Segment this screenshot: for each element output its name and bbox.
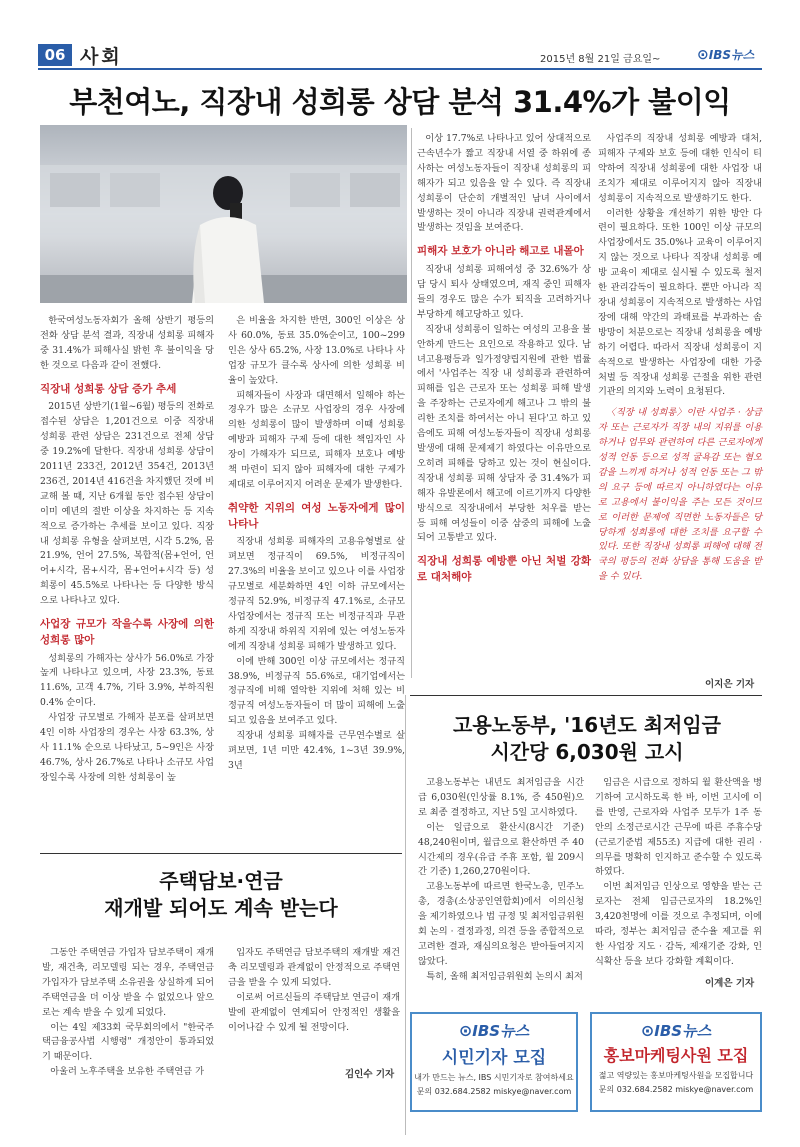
article1-paragraph: 직장내 성희롱이 일하는 여성의 고용을 불안하게 만드는 요인으로 작용하고 있다. 남녀고용평등과 일가정양립지원에 관한 법률에서 '사업주는 직장 내 성희롱과 관련하여 피해를 입은 근로자 또는 성희롱 피해 발생을 주장하는 근로자에게 해고나 그 밖의 불리한 조치를 하여서는 아니 된다'고 하고 있음에도 피해 여성노동자들이 직장내 성희롱 발생에 대해 문제제기 하였다는 이유만으로 오히려 피해를 당하고 있는 것이 현실이다. 직장내 성희롱 피해 상담자 중 31.4%가 피해자 유발론에서 해고에 이르기까지 다양한 방식으로 직장내에서 부당한 처우를 받는 등 피해 여성들이 이중 삼중의 피해에 노출되어 고통받고 있다.: [417, 323, 591, 544]
ad-logo: ⊙IBS뉴스: [640, 1021, 712, 1040]
header-rule: [38, 68, 762, 70]
article1-column-2: [228, 314, 405, 774]
ad-title: 시민기자 모집: [441, 1048, 547, 1068]
article1-paragraph: 피해자들이 사장과 대면해서 일해야 하는 경우가 많은 소규모 사업장의 경우 사장에 의한 성희롱이 많이 발생하며 이때 성희롱 예방과 피해자 구제 등에 대한 책임자인 사장이 가해자가 되므로, 피해자 보호나 예방책 마련이 되지 않아 피해자에 대한 구제가 제대로 이루어지지 어려운 문제가 발생한다.: [228, 389, 405, 490]
article2-paragraph: 이번 최저임금 인상으로 영향을 받는 근로자는 전체 임금근로자의 18.2%인 3,420천명에 이를 것으로 추정되며, 이에 따라, 정부는 최저임금 준수율 제고를 위한 사업장 지도 · 감독, 제재기준 강화, 인식확산 등을 보다 강화할 계획이다.: [595, 881, 762, 967]
citizen-reporter-ad[interactable]: [410, 1012, 578, 1112]
article1-subheading: 취약한 지위의 여성 노동자에게 많이 나타나: [228, 501, 405, 530]
article1-paragraph: 한국여성노동자회가 올해 상반기 평등의 전화 상담 분석 결과, 직장내 성희롱 피해자 중 31.4%가 피해사실 밝힌 후 불이익을 당한 것으로 다음과 같이 전했다.: [40, 315, 214, 371]
ad-logo-text: IBS뉴스: [654, 1022, 712, 1040]
article1-headline: 부천여노, 직장내 성희롱 상담 분석 31.4%가 불이익: [69, 85, 731, 119]
ad-logo-text: IBS뉴스: [472, 1022, 530, 1040]
article1-subheading: 피해자 보호가 아니라 해고로 내몰아: [417, 245, 584, 258]
article1-column-1: [40, 314, 214, 786]
article1-subheading: 직장내 성희롱 상담 증가 추세: [40, 382, 177, 395]
ad-contact: 문의 032.684.2582 miskye@naver.com: [416, 1087, 572, 1096]
article1-paragraph: 이에 반해 300인 이상 규모에서는 정규직 38.9%, 비정규직 55.6%로, 대기업에서는 정규직에 비해 열악한 지위에 처해 있는 비정규직 여성노동자들이 더 많이 피해에 노출되고 있음을 보여주고 있다.: [228, 655, 405, 727]
article1-paragraph: 이상 17.7%로 나타나고 있어 상대적으로 근속년수가 짧고 직장내 서열 중 하위에 종사하는 여성노동자들이 직장내 성희롱의 피해자가 되고 있음을 알 수 있다. 즉 직장내 성희롱이 단순히 개별적인 남녀 사이에서 발생하는 것이 아니라 직장내 권력관계에서 발생하는 것임을 보여준다.: [417, 133, 591, 234]
article1-column-4: [598, 132, 762, 585]
article2-paragraph: 고용노동부에 따르면 한국노총, 민주노총, 경총(소상공인연합회)에서 이의신청을 제기하였으나 법 규정 및 최저임금위원회 논의 · 결정과정, 의견 등을 종합적으로 고려한 결과, 재심의요청은 받아들여지지 않았다.: [418, 881, 584, 967]
article3-headline: [40, 868, 402, 922]
article3-paragraph: 그동안 주택연금 가입자 담보주택이 재개발, 재건축, 리모델링 되는 경우, 주택연금 가입자가 담보주택 소유권을 상실하게 되어 주택연금을 더 이상 받을 수 없었으나 앞으로는 계속 받을 수 있게 되었다.: [42, 947, 214, 1018]
column-divider: [405, 695, 406, 1135]
article1-paragraph: 직장내 성희롱 피해자의 고용유형별로 살펴보면 정규직이 69.5%, 비정규직이 27.3%의 비율을 보이고 있으나 이를 사업장 규모별로 세분화하면 4인 이하 규모에서는 정규직 52.9%, 비정규직 47.1%로, 소규모 사업장에서는 정규직 또는 비정규직과 무관하게 직장내 하위직 지위에 있는 여성노동자에게 직장내 성희롱 피해가 발생하고 있다.: [228, 536, 405, 652]
article1-paragraph: 사업장 규모별로 가해자 분포를 살펴보면 4인 이하 사업장의 경우는 사장 63.3%, 상사 11.1% 순으로 나타났고, 5~9인은 사장 46.7%, 상사 26.7%로 나타나 소규모 사업장일수록 사장에 의한 성희롱이 높: [40, 712, 214, 783]
article2-paragraph: 특히, 올해 최저임금위원회 논의시 최저: [426, 970, 583, 982]
marketing-staff-ad[interactable]: [590, 1012, 762, 1112]
article3-paragraph: 이로써 어르신들의 주택담보 연금이 재개발에 관계없이 연계되어 안정적인 생활을 이어나갈 수 있게 될 전망이다.: [228, 991, 400, 1033]
article3-paragraph: 이는 4일 제33회 국무회의에서 "한국주택금융공사법 시행령" 개정안이 통과되었기 때문이다.: [42, 1021, 214, 1063]
article2-headline: [412, 712, 762, 766]
article1-paragraph: 은 비율을 차지한 반면, 300인 이상은 상사 60.0%, 동료 35.0%순이고, 100~299인은 상사 65.2%, 사장 13.0%로 나타나 사업장 규모가 클수록 상사에 의한 성희롱 비율이 높았다.: [228, 315, 405, 386]
article1-paragraph: 이러한 상황을 개선하기 위한 방안 다련이 필요하다. 또한 100인 이상 규모의 사업장에서도 35.0%나 교육이 이루어지지 않는 것으로 나타나 직장내 성희롱 예방 교육이 제대로 실시될 수 있도록 철저한 관리감독이 필요하다. 뿐만 아니라 직장내 성희롱이 지속적으로 발생하는 사업장에 대해 약간의 과태료를 부과하는 솜방망이 처분으로는 직장내 성희롱을 예방하기 어렵다. 따라서 직장내 성희롱이 지속적으로 발생하는 사업장에 대한 가중 처벌 등 직장내 성희롱 근절을 위한 관련 기관의 의지와 노력이 요청된다.: [598, 207, 762, 398]
article2-paragraph: 이는 일급으로 환산시(8시간 기준) 48,240원이며, 월급으로 환산하면 주 40시간제의 경우(유급 주휴 포함, 월 209시간 기준) 1,260,270원이다.: [418, 821, 584, 878]
article3-byline: 김인수 기자: [345, 1069, 395, 1080]
article2-paragraph: 고용노동부는 내년도 최저임금을 시간급 6,030원(인상률 8.1%, 증 450원)으로 최종 결정하고, 지난 5일 고시하였다.: [418, 777, 584, 818]
article1-subheading: 사업장 규모가 작을수록 사장에 의한 성희롱 많아: [40, 618, 214, 646]
article1-subheading: 직장내 성희롱 예방뿐 아닌 처벌 강화로 대처해야: [417, 555, 591, 584]
article2-paragraph: 임금은 시급으로 정하되 월 환산액을 병기하여 고시하도록 한 바, 이번 고시에 이를 반영, 근로자와 사업주 모두가 1주 동안의 소정근로시간 근무에 따른 주휴수당(근로기준법 제55조) 지급에 대한 권리 · 의무를 명확히 인지하고 준수할 수 있도록 하였다.: [595, 777, 762, 878]
issue-date: 2015년 8월 21일 금요일~: [540, 54, 661, 65]
section-divider: [410, 695, 762, 696]
ad-description: 젊고 역량있는 홍보마케팅사원을 모집합니다: [598, 1071, 754, 1080]
article1-paragraph: 사업주의 직장내 성희롱 예방과 대처, 피해자 구제와 보호 등에 대한 인식이 티약하여 직장내 성희롱에 대한 사업장 내 조치가 제대로 이루어지지 않아 직장내 성희롱이 지속적으로 발생하기도 한다.: [598, 133, 762, 204]
article1-definition-quote: 〈직장 내 성희롱〉이란 사업주 · 상급자 또는 근로자가 직장 내의 지위를 이용하거나 업무와 관련하여 다른 근로자에게 성적 언동 등으로 성적 굴욕감 또는 혐오감을 느끼게 하거나 성적 언동 또는 그 밖의 요구 등에 따르지 아니하였다는 이유로 고용에서 불이익을 주는 모든 것이므로 이러한 문제에 직면한 노동자들은 당당하게 성희롱에 대한 조치를 요구할 수 있다. 또한 직장내 성희롱 피해에 대해 전국의 평등의 전화 상담을 통해 도움을 받을 수 있다.: [598, 407, 762, 583]
article3-headline-line1: 주택담보·연금: [159, 869, 283, 893]
article1-photo: [40, 125, 407, 303]
article3-paragraph: 아울러 노후주택을 보유한 주택연금 가: [50, 1066, 204, 1078]
article3-paragraph: 입자도 주택연금 담보주택의 재개발 재건축 리모델링과 관계없이 안정적으로 주택연금을 받을 수 있게 되었다.: [228, 947, 400, 988]
article2-headline-line2: 시간당 6,030원 고시: [490, 740, 684, 764]
page-number: 06: [38, 44, 72, 66]
header-logo-text: IBS뉴스: [708, 48, 755, 62]
ad-title: 홍보마케팅사원 모집: [603, 1046, 749, 1065]
article3-column-1: [42, 946, 214, 1080]
article1-paragraph: 직장내 성희롱 피해여성 중 32.6%가 상담 당시 퇴사 상태였으며, 재직 중인 피해자들의 경우도 많은 수가 퇴직을 고려하거나 부당하게 해고당하고 있다.: [417, 264, 591, 320]
header-logo: ⊙IBS뉴스: [697, 47, 755, 63]
article1-paragraph: 성희롱의 가해자는 상사가 56.0%로 가장 높게 나타나고 있으며, 사장 23.3%, 동료 11.6%, 고객 4.7%, 기타 3.9%, 부하직원 0.4% 순이다.: [40, 652, 214, 709]
article1-paragraph: 직장내 성희롱 피해자를 근무연수별로 살펴보면, 1년 미만 42.4%, 1~3년 39.9%, 3년: [228, 730, 405, 771]
ad-logo: ⊙IBS뉴스: [458, 1021, 530, 1040]
article2-column-1: [418, 776, 584, 985]
section-title: 사회: [80, 46, 123, 68]
article1-paragraph: 2015년 상반기(1월~6월) 평등의 전화로 접수된 상담은 1,201건으로 이중 직장내 성희롱 관련 상담은 231건으로 전체 상담 중 19.2%에 달한다. 직장내 성희롱 상담이 2011년 233건, 2012년 354건, 2013년 236건, 2014년 416건을 차지했던 것에 비교해 볼 때, 지난 6개월 동안 접수된 상담이 이미 예년의 절반 이상을 차지하는 등 지속적으로 증가하는 추세를 보이고 있다. 직장 내 성희롱 유형을 살펴보면, 시각 5.2%, 몸 21.9%, 언어 27.5%, 복합적(몸+언어, 언어+시각, 몸+시각, 몸+언어+시각 등) 성희롱이 45.5%로 나타나는 등 다양한 방식으로 나타나고 있다.: [40, 401, 214, 607]
ad-contact: 문의 032.684.2582 miskye@naver.com: [598, 1085, 754, 1094]
ad-description: 내가 만드는 뉴스, IBS 시민기자로 참여하세요: [414, 1073, 574, 1082]
article2-headline-line1: 고용노동부, '16년도 최저임금: [453, 713, 721, 737]
section-divider: [40, 853, 402, 854]
subway-woman-image: [40, 125, 407, 303]
article3-column-2: [228, 946, 400, 1035]
article1-byline: 이지은 기자: [705, 679, 755, 690]
column-divider: [411, 128, 412, 678]
article3-headline-line2: 재개발 되어도 계속 받는다: [104, 896, 338, 920]
article2-column-2: [595, 776, 762, 970]
article1-column-3: [417, 132, 591, 589]
article2-byline: 이계은 기자: [705, 978, 755, 989]
